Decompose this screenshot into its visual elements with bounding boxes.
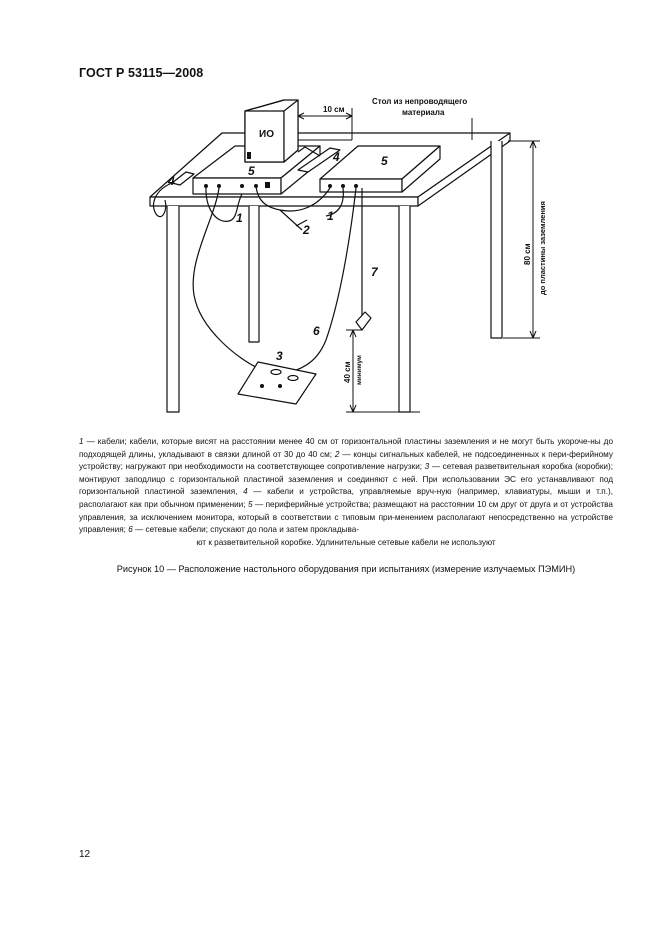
label-80cm: 80 см (523, 243, 532, 265)
document-header: ГОСТ Р 53115—2008 (79, 66, 204, 80)
label-io: ИО (259, 129, 274, 140)
legend-num-2: 2 (334, 449, 340, 459)
legend-num-1: 1 (79, 437, 84, 446)
label-minimum: минимум (356, 355, 363, 385)
legend-num-4: 4 (243, 487, 248, 497)
marker-6: 6 (313, 324, 320, 338)
label-table-material-2: материала (402, 108, 445, 117)
hanging-peripheral (356, 188, 371, 330)
label-to-ground-plate: до пластины заземления (538, 201, 547, 295)
marker-4b: 4 (333, 150, 340, 164)
marker-5a: 5 (248, 164, 255, 178)
legend-last-line: ют к разветвительной коробке. Удлинительные сетевые кабели не используют (196, 537, 496, 547)
legend-num-3: 3 (424, 462, 430, 472)
legend-text-2: — концы сигнальных кабелей, не подсоединенных к пери-ферийному устройству; нагружают при необходимости на соответствующее сопротивление нагрузки; (79, 449, 613, 472)
marker-2: 2 (303, 223, 310, 237)
legend-text-3: — сетевая разветвительная коробка (коробки); монтируют заподлицо с горизонтальной пластиной заземления и соединяют с ней. При использовании ЭС его устанавливают под горизонтальной пластиной заземления, (79, 462, 613, 497)
legend-text-6: — сетевые кабели; спускают до пола и затем прокладыва- (132, 525, 360, 535)
marker-3: 3 (276, 349, 283, 363)
marker-1a: 1 (236, 211, 243, 225)
junction-box (238, 362, 316, 404)
marker-1b: 1 (327, 209, 334, 223)
label-10cm: 10 см (323, 105, 345, 114)
test-setup-figure (0, 0, 661, 430)
marker-4a: 4 (168, 174, 175, 188)
legend-text-4: — кабели и устройства, управляемые вруч-ную (например, клавиатуры, мыши и т.п.), располагают как при обычном применении; (79, 487, 613, 509)
label-table-material-1: Стол из непроводящего (372, 97, 468, 106)
legend-num-5: 5 (247, 499, 253, 509)
marker-7: 7 (371, 265, 378, 279)
page-number: 12 (79, 849, 91, 860)
label-40cm: 40 см (343, 361, 352, 383)
dim-80cm (503, 141, 540, 338)
legend-text-1: — кабели; кабели, которые висят на расстоянии менее 40 см от горизонтальной пластины заземления и не могут быть укороче-ны до подходящей длины, укладывают в связки длиной от 30 до 40 см; (79, 437, 613, 459)
marker-5b: 5 (381, 154, 388, 168)
figure-caption: Рисунок 10 — Расположение настольного оборудования при испытаниях (измерение излучаемых ПЭМИН) (116, 564, 576, 574)
legend-text-5: — периферийные устройства; размещают на расстоянии 10 см друг от друга и от устройства управления, за исключением монитора, который в соответствии с типовым при-менением располагают непосредственно на устройстве управления; (79, 499, 613, 535)
figure-legend (79, 436, 613, 549)
legend-num-6: 6 (128, 525, 133, 535)
